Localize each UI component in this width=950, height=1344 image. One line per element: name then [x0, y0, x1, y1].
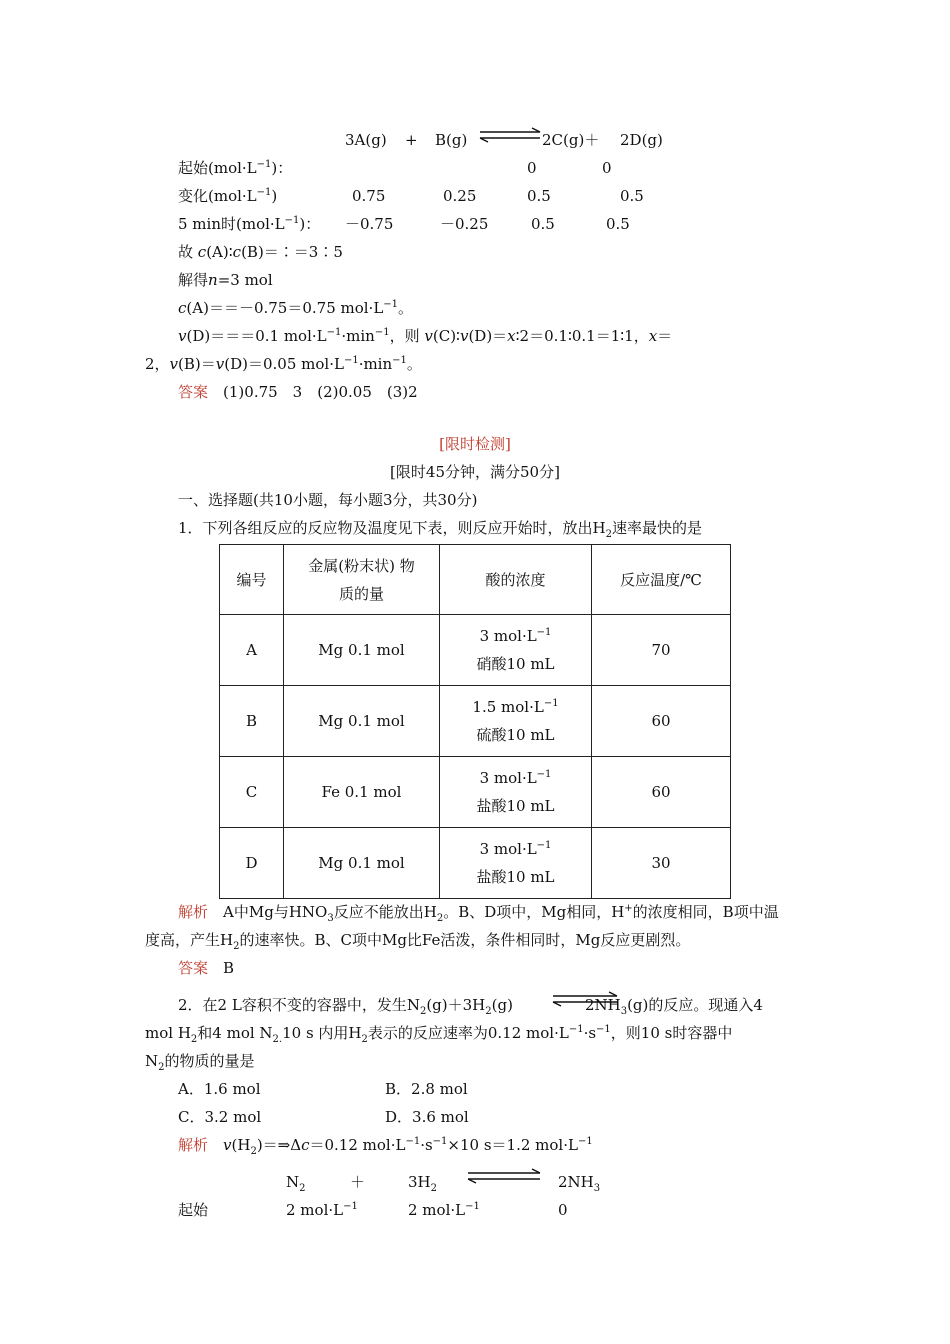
- q1-explanation-line1: 解析 A中Mg与$HNO_3$反应不能放出$H_2$。B、D项中，Mg相同，H+的浓度相同，B项中温: [178, 903, 779, 924]
- row-5min-c: 0.5: [531, 215, 555, 233]
- cell-id: A: [220, 615, 284, 686]
- eq2-start-nh3: 0: [558, 1201, 568, 1219]
- equilibrium-arrow-icon: [551, 991, 619, 1007]
- row-5min-label: 5 min时$(mol\cdot L^{-1})$：: [178, 215, 321, 233]
- eq2-n2: $N_2$: [286, 1173, 306, 1194]
- row-5min-d: 0.5: [606, 215, 630, 233]
- row-change-b: 0.25: [443, 187, 477, 205]
- part-heading: 一、选择题(共10小题，每小题3分，共30分): [178, 491, 478, 509]
- cell-id: D: [220, 828, 284, 899]
- equilibrium-arrow-icon: [466, 1168, 542, 1184]
- eq2-plus: ＋: [350, 1173, 366, 1191]
- table-row: [220, 828, 731, 899]
- q1-explanation-line2: 度高，产生$H_2$的速率快。B、C项中Mg比Fe活泼，条件相同时，Mg反应更剧烈。: [145, 931, 691, 952]
- rate-d-line: v(D)＝＝＝0.1 $mol\cdot L^{-1}\cdot\min^{-1}$，则 v(C)∶v(D)＝x∶2＝0.1∶0.1＝1∶1，x＝: [178, 327, 673, 345]
- eq-plus: +: [405, 131, 418, 149]
- row-initial-label: 起始$(mol\cdot L^{-1})$：: [178, 159, 293, 177]
- cell-acid: 3 $mol\cdot L^{-1}$ 硝酸10 mL: [440, 615, 592, 686]
- section-title: [限时检测]: [439, 435, 511, 453]
- row-5min-a: －0.75: [345, 215, 394, 233]
- answer-label: 答案: [178, 959, 209, 977]
- table-row: [220, 686, 731, 757]
- eq2-nh3: $2NH_3$: [558, 1173, 601, 1194]
- eq-product-d: 2D(g): [620, 131, 663, 149]
- row-change-label: 变化$(mol\cdot L^{-1})$: [178, 187, 278, 205]
- header-metal: 金属(粉末状) 物 质的量: [284, 545, 440, 615]
- answer-label: 答案: [178, 383, 209, 401]
- cell-temp: 60: [592, 757, 731, 828]
- header-temp: 反应温度/℃: [592, 545, 731, 615]
- row-initial-c: 0: [527, 159, 537, 177]
- conc-a-line: c(A)＝＝－0.75＝0.75 $mol\cdot L^{-1}$。: [178, 299, 414, 317]
- cell-metal: Mg 0.1 mol: [284, 828, 440, 899]
- cell-metal: Fe 0.1 mol: [284, 757, 440, 828]
- cell-acid: 3 $mol\cdot L^{-1}$ 盐酸10 mL: [440, 757, 592, 828]
- row-5min-b: －0.25: [440, 215, 489, 233]
- cell-temp: 70: [592, 615, 731, 686]
- explanation-label: 解析: [178, 903, 209, 921]
- option-c[interactable]: C．3.2 mol: [178, 1108, 262, 1126]
- option-d[interactable]: D．3.6 mol: [385, 1108, 469, 1126]
- option-b[interactable]: B．2.8 mol: [385, 1080, 468, 1098]
- eq2-start-n2: 2 $mol\cdot L^{-1}$: [286, 1201, 358, 1219]
- row-change-a: 0.75: [352, 187, 386, 205]
- reaction-table: [219, 544, 731, 899]
- eq-reactant-b: B(g): [435, 131, 468, 149]
- cell-metal: Mg 0.1 mol: [284, 686, 440, 757]
- cell-temp: 60: [592, 686, 731, 757]
- table-header-row: [220, 545, 731, 615]
- header-acid: 酸的浓度: [440, 545, 592, 615]
- row-change-d: 0.5: [620, 187, 644, 205]
- eq2-start-h2: 2 $mol\cdot L^{-1}$: [408, 1201, 480, 1219]
- rate-b-line: 2，v(B)＝v(D)＝0.05 $mol\cdot L^{-1}\cdot\min^{-1}$。: [145, 355, 422, 373]
- cell-acid: 1.5 $mol\cdot L^{-1}$ 硫酸10 mL: [440, 686, 592, 757]
- q2-stem-line1: 2．在2 L容积不变的容器中，发生$N_2(g)+3H_2(g)$ $2NH_3(g)$的反应。现通入4: [178, 996, 763, 1017]
- answer-line-top: 答案 (1)0.75 3 (2)0.05 (3)2: [178, 383, 418, 401]
- section-subtitle: [限时45分钟，满分50分]: [390, 463, 560, 481]
- explanation-label: 解析: [178, 1136, 209, 1154]
- eq2-h2: $3H_2$: [408, 1173, 437, 1194]
- row-initial-d: 0: [602, 159, 612, 177]
- eq-reactant-a: 3A(g): [345, 131, 387, 149]
- solve-n-line: 解得n=3 mol: [178, 271, 273, 289]
- cell-id: C: [220, 757, 284, 828]
- table-row: [220, 615, 731, 686]
- header-id: 编号: [220, 545, 284, 615]
- q1-stem: 1．下列各组反应的反应物及温度见下表，则反应开始时，放出$H_2$速率最快的是: [178, 519, 703, 540]
- option-a[interactable]: A．1.6 mol: [178, 1080, 261, 1098]
- equilibrium-arrow-icon: [478, 127, 542, 143]
- q1-answer: 答案 B: [178, 959, 235, 977]
- ratio-line: 故 c(A)∶c(B)＝∶＝3∶5: [178, 243, 343, 261]
- table-row: [220, 757, 731, 828]
- eq2-start-label: 起始: [178, 1201, 209, 1219]
- q2-explanation-line1: 解析 $v(H_2)=\Rightarrow\Delta c=0.12$ $mol\cdot L^{-1}\cdot s^{-1}\times 10$ s＝1.2 $mol\cdot L^{-1}$: [178, 1136, 593, 1157]
- q2-stem-line3: $N_2$的物质的量是: [145, 1052, 255, 1073]
- row-change-c: 0.5: [527, 187, 551, 205]
- cell-metal: Mg 0.1 mol: [284, 615, 440, 686]
- eq-product-c: 2C(g)＋: [542, 131, 600, 149]
- cell-acid: 3 $mol\cdot L^{-1}$ 盐酸10 mL: [440, 828, 592, 899]
- cell-temp: 30: [592, 828, 731, 899]
- q2-stem-line2: mol $H_2$和4 mol $N_{2.}10$ s 内用$H_2$表示的反应速率为0.12 $mol\cdot L^{-1}\cdot s^{-1}$，则10 s时容器中: [145, 1024, 733, 1045]
- cell-id: B: [220, 686, 284, 757]
